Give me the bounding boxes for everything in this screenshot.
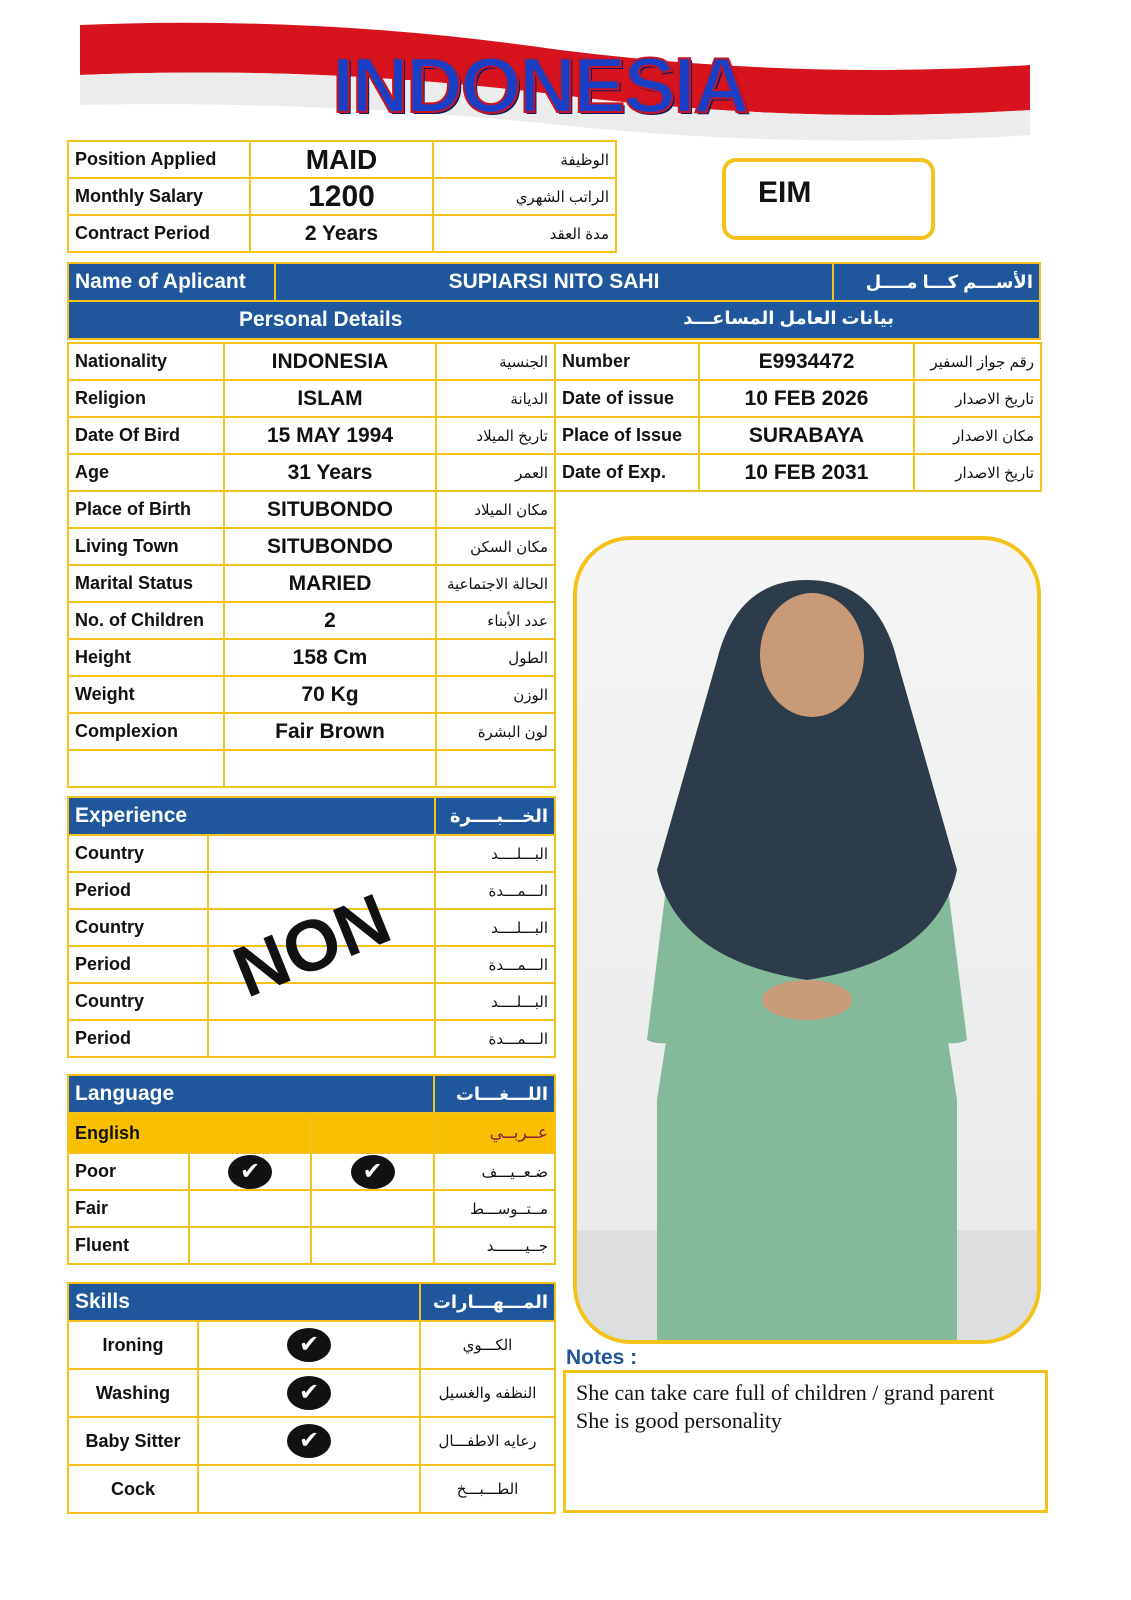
skills-table [67,1282,556,1514]
experience-label: Country [68,909,208,946]
experience-label: Period [68,1020,208,1057]
passport-value: E9934472 [699,343,914,380]
experience-title: Experience [68,797,435,835]
personal-value: 31 Years [224,454,436,491]
language-level-ar: مــتــوســـط [434,1190,555,1227]
experience-label: Period [68,872,208,909]
personal-row [68,676,555,713]
agency-code-box [722,158,935,240]
skills-title-ar: المـــهـــارات [420,1283,555,1321]
skill-row [68,1321,555,1369]
personal-details-title-ar: بيانات العامل المساعـــد [683,308,894,328]
skill-label: Cock [68,1465,198,1513]
skill-ar: رعايه الاطفـــال [420,1417,555,1465]
skill-row [68,1417,555,1465]
personal-details-table [67,342,556,788]
personal-value: INDONESIA [224,343,436,380]
personal-label: Nationality [68,343,224,380]
skill-label: Washing [68,1369,198,1417]
personal-ar: الحالة الاجتماعية [436,565,555,602]
personal-row [68,417,555,454]
skill-label: Ironing [68,1321,198,1369]
language-title-ar: اللـــغـــات [434,1075,555,1113]
personal-label: No. of Children [68,602,224,639]
notes-box [563,1370,1048,1513]
agency-code: EIM [758,176,812,209]
experience-ar: الـــمـــدة [435,872,555,909]
passport-ar: تاريخ الاصدار [914,454,1041,491]
passport-table [554,342,1042,492]
personal-label: Living Town [68,528,224,565]
notes-line: She can take care full of children / grand parent [576,1380,995,1405]
experience-none-stamp: NON [222,878,402,1014]
contract-value: 2 Years [250,215,433,252]
experience-ar: البـــلــــد [435,835,555,872]
contract-label: Contract Period [68,215,250,252]
passport-ar: تاريخ الاصدار [914,380,1041,417]
experience-ar: الـــمـــدة [435,1020,555,1057]
top-info-table [67,140,617,253]
skill-check [198,1369,420,1417]
applicant-label: Name of Aplicant [68,263,275,301]
personal-row [68,454,555,491]
personal-label: Marital Status [68,565,224,602]
experience-label: Period [68,946,208,983]
personal-label: Date Of Bird [68,417,224,454]
language-row [68,1153,555,1190]
passport-row [555,417,1041,454]
personal-ar: عدد الأبناء [436,602,555,639]
position-ar: الوظيفة [433,141,616,178]
personal-value: SITUBONDO [224,491,436,528]
personal-ar: العمر [436,454,555,491]
language-english-check [189,1153,311,1190]
personal-ar: الطول [436,639,555,676]
personal-value [224,750,436,787]
personal-label: Height [68,639,224,676]
personal-row [68,602,555,639]
passport-label: Date of issue [555,380,699,417]
personal-ar: تاريخ الميلاد [436,417,555,454]
salary-value: 1200 [250,178,433,215]
experience-ar: البـــلــــد [435,983,555,1020]
personal-value: 70 Kg [224,676,436,713]
language-english-header: English [68,1113,311,1153]
language-arabic-header: عــربــي [434,1113,555,1153]
personal-value: 15 MAY 1994 [224,417,436,454]
language-level-label: Fluent [68,1227,189,1264]
passport-ar: مكان الاصدار [914,417,1041,454]
personal-ar: الديانة [436,380,555,417]
experience-value [208,835,435,872]
language-row [68,1227,555,1264]
checkmark-icon: ✔ [351,1155,395,1189]
passport-label: Date of Exp. [555,454,699,491]
language-level-ar: ضـعــيـــف [434,1153,555,1190]
skills-title: Skills [68,1283,420,1321]
personal-ar: لون البشرة [436,713,555,750]
personal-row [68,343,555,380]
experience-label: Country [68,835,208,872]
experience-row [68,835,555,872]
passport-row [555,343,1041,380]
personal-label: Complexion [68,713,224,750]
passport-row [555,454,1041,491]
personal-value: ISLAM [224,380,436,417]
experience-label: Country [68,983,208,1020]
personal-row [68,380,555,417]
language-english-check [189,1190,311,1227]
language-english-check [189,1227,311,1264]
personal-ar: الجنسية [436,343,555,380]
skill-row [68,1465,555,1513]
skill-check [198,1321,420,1369]
language-arabic-check [311,1153,434,1190]
skill-label: Baby Sitter [68,1417,198,1465]
language-level-label: Poor [68,1153,189,1190]
language-arabic-check [311,1227,434,1264]
notes-label: Notes : [566,1346,638,1369]
applicant-photo [573,536,1041,1344]
personal-label: Age [68,454,224,491]
personal-label [68,750,224,787]
skill-check [198,1417,420,1465]
notes-line: She is good personality [576,1408,782,1433]
passport-value: 10 FEB 2026 [699,380,914,417]
personal-details-header [68,301,1040,339]
personal-row [68,750,555,787]
experience-title-ar: الخـــبــــرة [435,797,555,835]
passport-row [555,380,1041,417]
language-arabic-check [311,1190,434,1227]
position-label: Position Applied [68,141,250,178]
skill-ar: الطـــبـــخ [420,1465,555,1513]
personal-value: 2 [224,602,436,639]
personal-ar [436,750,555,787]
salary-label: Monthly Salary [68,178,250,215]
personal-label: Religion [68,380,224,417]
skill-row [68,1369,555,1417]
personal-value: MARIED [224,565,436,602]
personal-value: Fair Brown [224,713,436,750]
personal-ar: الوزن [436,676,555,713]
banner-title: INDONESIA [332,41,748,129]
experience-value [208,1020,435,1057]
person-photo-graphic [577,540,1037,1340]
applicant-ar: الأســـم كـــا مــــل [833,263,1040,301]
language-row [68,1190,555,1227]
personal-value: SITUBONDO [224,528,436,565]
checkmark-icon: ✔ [287,1328,331,1362]
skill-check [198,1465,420,1513]
personal-row [68,528,555,565]
skill-ar: النظفه والغسيل [420,1369,555,1417]
personal-row [68,565,555,602]
personal-details-title: Personal Details [239,308,403,331]
passport-value: SURABAYA [699,417,914,454]
skill-ar: الكـــوي [420,1321,555,1369]
passport-label: Place of Issue [555,417,699,454]
applicant-name-bar [67,262,1041,340]
personal-row [68,639,555,676]
personal-ar: مكان الميلاد [436,491,555,528]
applicant-name: SUPIARSI NITO SAHI [275,263,833,301]
personal-row [68,713,555,750]
language-title: Language [68,1075,434,1113]
personal-label: Weight [68,676,224,713]
experience-row [68,1020,555,1057]
passport-value: 10 FEB 2031 [699,454,914,491]
passport-ar: رقم جواز السفير [914,343,1041,380]
personal-ar: مكان السكن [436,528,555,565]
contract-ar: مدة العقد [433,215,616,252]
position-value: MAID [250,141,433,178]
personal-value: 158 Cm [224,639,436,676]
experience-ar: البـــلــــد [435,909,555,946]
passport-label: Number [555,343,699,380]
checkmark-icon: ✔ [287,1424,331,1458]
checkmark-icon: ✔ [228,1155,272,1189]
language-level-label: Fair [68,1190,189,1227]
personal-row [68,491,555,528]
personal-label: Place of Birth [68,491,224,528]
salary-ar: الراتب الشهري [433,178,616,215]
language-table [67,1074,556,1265]
checkmark-icon: ✔ [287,1376,331,1410]
experience-ar: الـــمـــدة [435,946,555,983]
language-level-ar: جــيـــــــد [434,1227,555,1264]
